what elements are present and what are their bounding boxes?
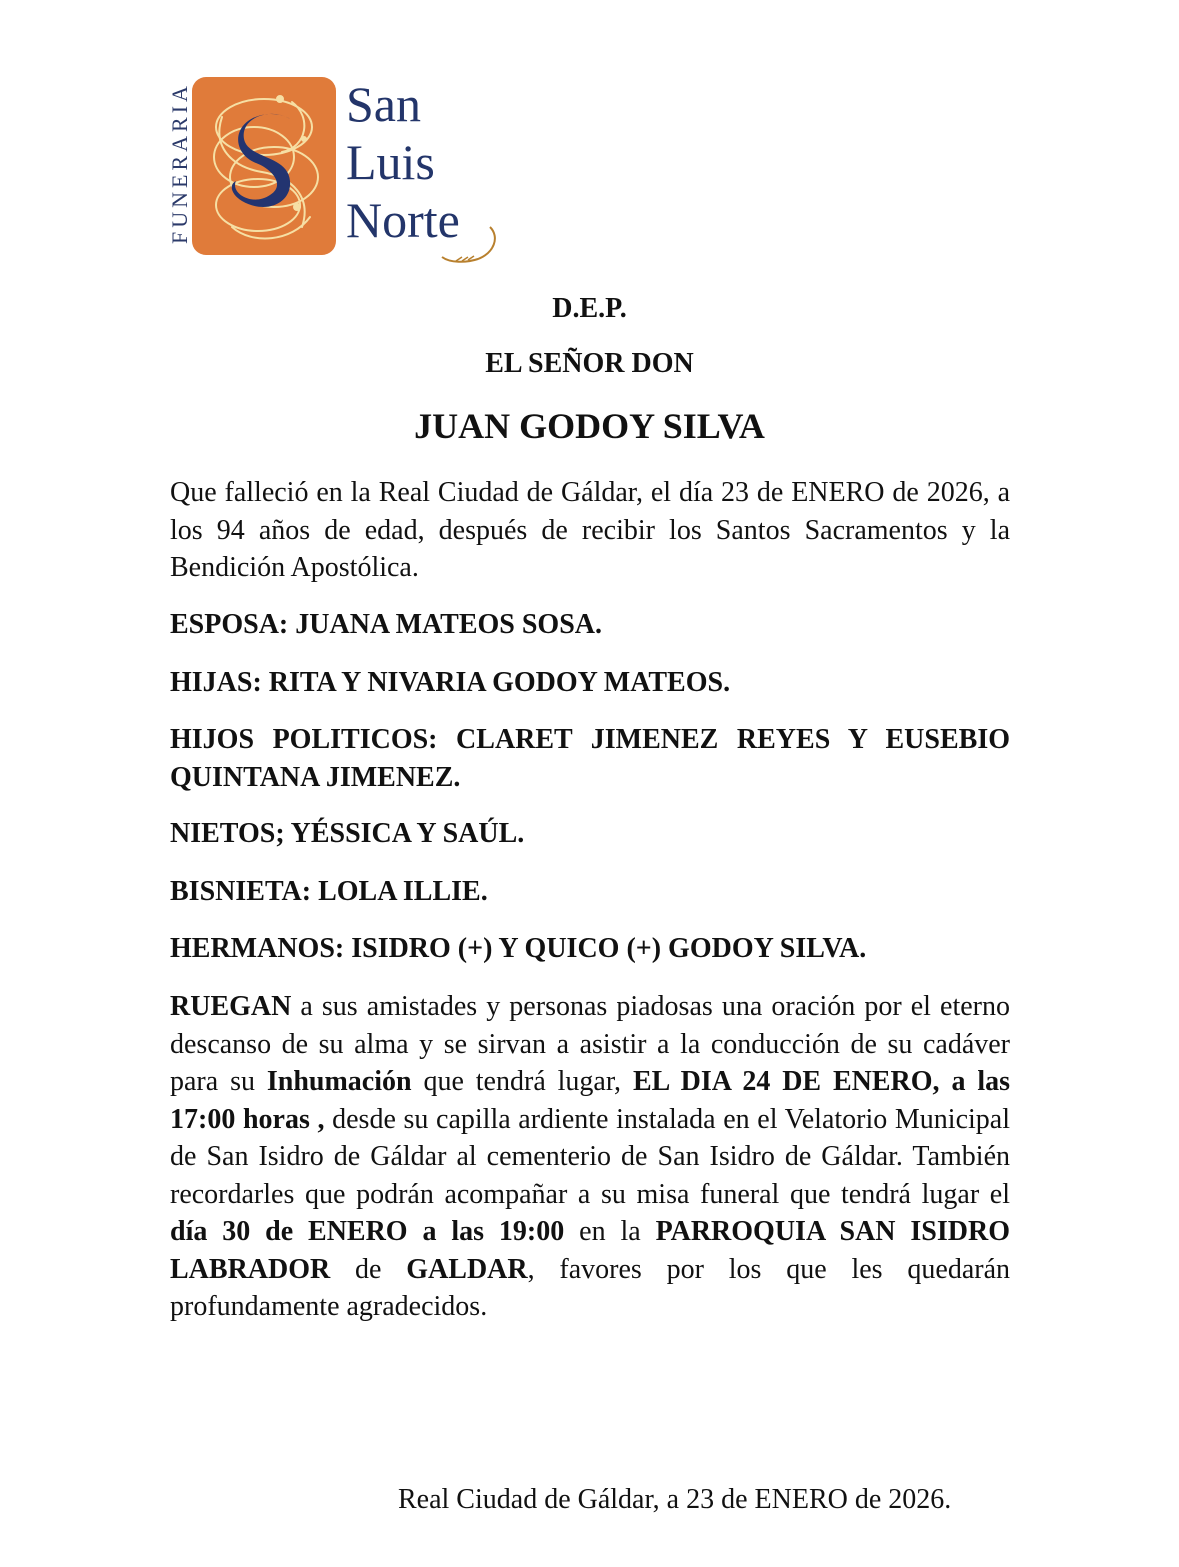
ruegan-text-4: en la	[564, 1216, 656, 1247]
ruegan-paragraph	[170, 988, 1010, 1326]
funeraria-logo	[168, 75, 508, 270]
logo-name-line-2: Luis	[346, 134, 435, 190]
family-esposa: ESPOSA: JUANA MATEOS SOSA.	[170, 609, 603, 640]
monogram-s-icon	[192, 77, 336, 255]
logo-name-line-3: Norte	[346, 192, 460, 248]
intro-paragraph: Que falleció en la Real Ciudad de Gáldar, el día 23 de ENERO de 2026, a los 94 años de edad, después de recibir los Santos Sacramentos y la Bendición Apostólica.	[170, 477, 1010, 583]
logo-name-line-1: San	[346, 76, 421, 132]
logo-vertical-text	[168, 75, 192, 250]
family-hijos-politicos: HIJOS POLITICOS: CLARET JIMENEZ REYES Y EUSEBIO QUINTANA JIMENEZ.	[170, 724, 1010, 793]
deceased-name: JUAN GODOY SILVA	[414, 406, 765, 446]
family-hijas: HIJAS: RITA Y NIVARIA GODOY MATEOS.	[170, 667, 731, 698]
family-hermanos: HERMANOS: ISIDRO (+) Y QUICO (+) GODOY SILVA.	[170, 933, 867, 964]
logo-monogram-box	[192, 77, 336, 255]
ruegan-text-6: , favores por los que les quedarán profundamente agradecidos.	[170, 1253, 1010, 1322]
inhumacion-bold: Inhumación	[266, 1066, 412, 1097]
family-bisnieta: BISNIETA: LOLA ILLIE.	[170, 876, 488, 907]
parish-bold: PARROQUIA SAN ISIDRO LABRADOR	[170, 1216, 1010, 1285]
ruegan-text-1: a sus amistades y personas piadosas una oración por el eterno descanso de su alma y se sirvan a asistir a la conducción de su cadáver para su	[170, 991, 1010, 1097]
title-heading: EL SEÑOR DON	[485, 348, 694, 379]
flourish-icon	[438, 223, 502, 269]
mass-date-bold: día 30 de ENERO a las 19:00	[170, 1216, 565, 1247]
ruegan-text-3: desde su capilla ardiente instalada en el Velatorio Municipal de San Isidro de Gáldar al cementerio de San Isidro de Gáldar. También recordarles que podrán acompañar a su misa funeral que tendrá lugar el	[170, 1103, 1010, 1210]
ruegan-text-2: que tendrá lugar,	[411, 1066, 633, 1097]
logo-funeraria-label: FUNERARIA	[167, 81, 192, 244]
ruegan-text-5: de	[330, 1253, 407, 1285]
dep-heading: D.E.P.	[552, 293, 627, 324]
closing-place-date: Real Ciudad de Gáldar, a 23 de ENERO de 2026.	[398, 1484, 952, 1515]
burial-date-bold: EL DIA 24 DE ENERO, a las 17:00 horas ,	[170, 1066, 1011, 1135]
town-bold: GALDAR	[406, 1253, 528, 1285]
ruegan-bold: RUEGAN	[170, 991, 292, 1022]
family-nietos: NIETOS; YÉSSICA Y SAÚL.	[170, 818, 525, 849]
